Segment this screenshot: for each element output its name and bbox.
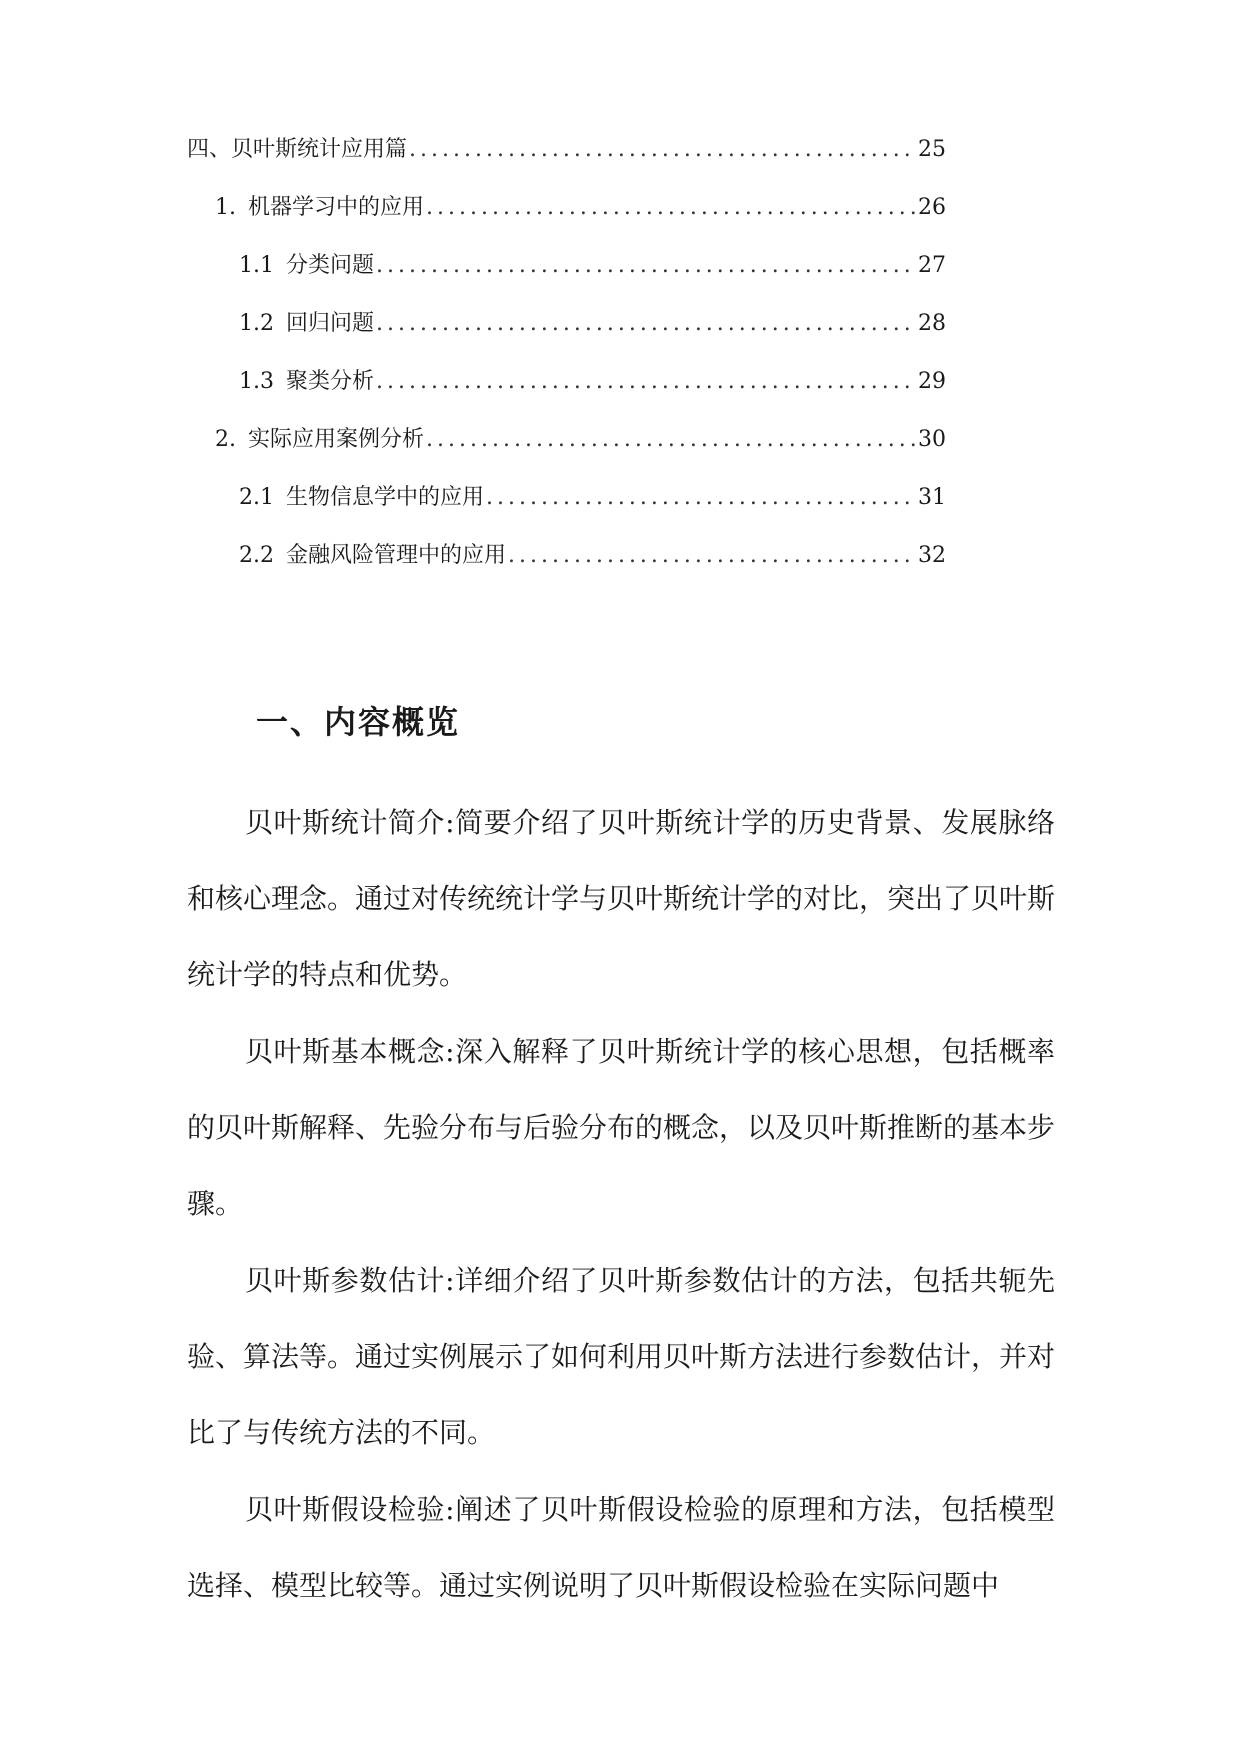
paragraph-text: 阐述了贝叶斯假设检验的原理和方法，包括模型选择、模型比较等。通过实例说明了贝叶斯假设检验在实际问题中	[187, 1493, 1055, 1602]
paragraph	[187, 1014, 1055, 1242]
toc-entry[interactable]	[239, 536, 946, 576]
toc-entry-number: 1.3	[239, 369, 274, 394]
toc-entry-title: 分类问题	[286, 253, 375, 278]
toc-entry-number: 2.1	[239, 485, 274, 510]
toc-entry[interactable]	[215, 420, 946, 460]
toc-leader-dots	[486, 478, 916, 518]
paragraph-text: 简要介绍了贝叶斯统计学的历史背景、发展脉络和核心理念。通过对传统统计学与贝叶斯统计学的对比，突出了贝叶斯统计学的特点和优势。	[187, 806, 1056, 991]
section-heading: 一、内容概览	[256, 703, 461, 741]
paragraph	[187, 1243, 1055, 1471]
toc-page-number: 31	[918, 485, 946, 510]
paragraph-term: 贝叶斯参数估计:	[245, 1264, 455, 1297]
toc-entry[interactable]	[239, 478, 946, 518]
toc-leader-dots	[409, 130, 916, 170]
toc-entry-number: 2.2	[239, 543, 274, 568]
toc-page-number: 27	[918, 253, 946, 278]
toc-entry-number: 1.2	[239, 311, 274, 336]
toc-page-number: 32	[918, 543, 946, 568]
toc-leader-dots	[376, 246, 916, 286]
toc-entry-number: 1.1	[239, 253, 274, 278]
paragraph-term: 贝叶斯基本概念:	[245, 1035, 455, 1068]
paragraph-term: 贝叶斯假设检验:	[245, 1493, 455, 1526]
paragraph	[187, 785, 1055, 1013]
toc-entry[interactable]	[215, 188, 946, 228]
toc-entry-title: 四、贝叶斯统计应用篇	[187, 137, 408, 162]
toc-entry-number: 2.	[215, 427, 236, 452]
toc-leader-dots	[426, 188, 916, 228]
toc-entry[interactable]	[239, 246, 946, 286]
toc-entry-title: 生物信息学中的应用	[286, 485, 485, 510]
toc-entry-title: 实际应用案例分析	[248, 427, 425, 452]
toc-entry[interactable]	[187, 130, 946, 170]
toc-entry-title: 回归问题	[286, 311, 375, 336]
toc-entry[interactable]	[239, 362, 946, 402]
toc-page-number: 30	[918, 427, 946, 452]
toc-page-number: 29	[918, 369, 946, 394]
toc-leader-dots	[508, 536, 916, 576]
toc-page-number: 26	[918, 195, 946, 220]
paragraph-text: 深入解释了贝叶斯统计学的核心思想，包括概率的贝叶斯解释、先验分布与后验分布的概念，以及贝叶斯推断的基本步骤。	[187, 1035, 1056, 1220]
toc-leader-dots	[376, 304, 916, 344]
toc-entry-title: 机器学习中的应用	[248, 195, 425, 220]
toc-entry-number: 1.	[215, 195, 236, 220]
toc-page-number: 28	[918, 311, 946, 336]
toc-entry-title: 金融风险管理中的应用	[286, 543, 507, 568]
toc-entry[interactable]	[239, 304, 946, 344]
toc-entry-title: 聚类分析	[286, 369, 375, 394]
toc-leader-dots	[376, 362, 916, 402]
paragraph-term: 贝叶斯统计简介:	[245, 806, 455, 839]
paragraph	[187, 1472, 1055, 1624]
paragraph-text: 详细介绍了贝叶斯参数估计的方法，包括共轭先验、算法等。通过实例展示了如何利用贝叶斯方法进行参数估计，并对比了与传统方法的不同。	[187, 1264, 1056, 1449]
toc-leader-dots	[426, 420, 916, 460]
toc-page-number: 25	[918, 137, 946, 162]
